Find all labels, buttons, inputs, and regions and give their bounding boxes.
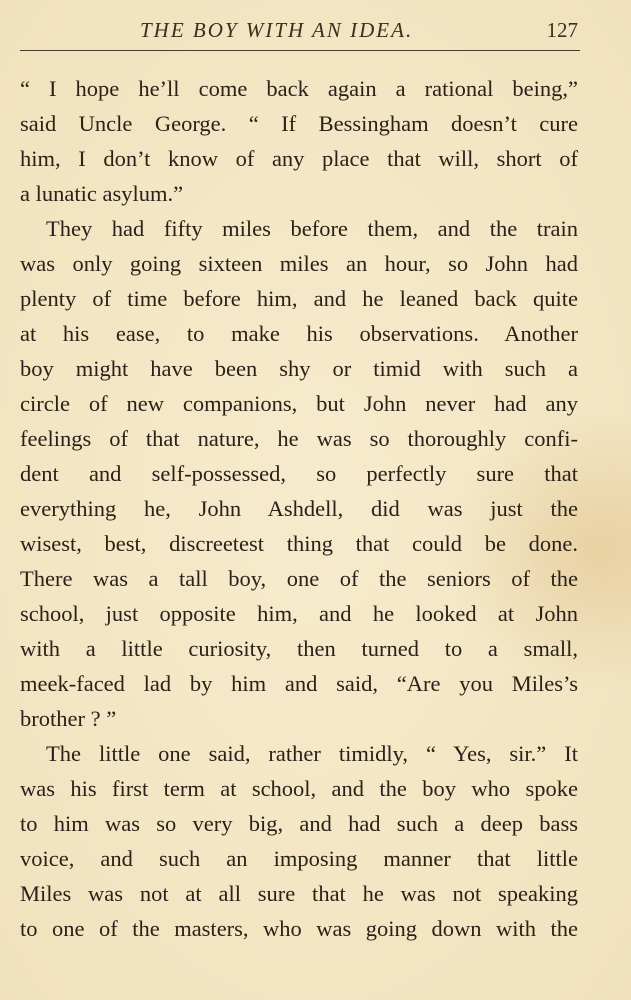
text-line: voice, and such an imposing manner that little: [20, 846, 578, 871]
text-line: him, I don’t know of any place that will, short of: [20, 146, 578, 171]
text-line: at his ease, to make his observations. Another: [20, 321, 578, 346]
text-line: They had fifty miles before them, and the train: [46, 216, 578, 241]
text-line: a lunatic asylum.”: [20, 181, 184, 206]
page-number: 127: [546, 18, 578, 42]
text-line: school, just opposite him, and he looked at John: [20, 601, 578, 626]
text-line: Miles was not at all sure that he was not speaking: [20, 881, 578, 906]
text-line: feelings of that nature, he was so thoroughly confi-: [20, 426, 578, 451]
text-line: boy might have been shy or timid with such a: [20, 356, 578, 381]
text-line: meek-faced lad by him and said, “Are you Miles’s: [20, 671, 578, 696]
running-head: [20, 16, 580, 46]
text-line: said Uncle George. “ If Bessingham doesn’t cure: [20, 111, 578, 136]
text-line: The little one said, rather timidly, “ Yes, sir.” It: [46, 741, 578, 766]
text-line: “ I hope he’ll come back again a rational being,”: [20, 76, 578, 101]
text-line: plenty of time before him, and he leaned back quite: [20, 286, 578, 311]
text-line: brother ? ”: [20, 706, 117, 731]
text-line: dent and self-possessed, so perfectly sure that: [20, 461, 578, 486]
text-line: with a little curiosity, then turned to a small,: [20, 636, 578, 661]
body-text: [20, 71, 578, 946]
text-line: was only going sixteen miles an hour, so John had: [20, 251, 578, 276]
text-line: everything he, John Ashdell, did was just the: [20, 496, 578, 521]
text-line: to one of the masters, who was going down with the: [20, 916, 578, 941]
text-line: circle of new companions, but John never had any: [20, 391, 578, 416]
running-title: THE BOY WITH AN IDEA.: [140, 18, 414, 42]
text-line: wisest, best, discreetest thing that could be done.: [20, 531, 578, 556]
header-rule: [20, 50, 580, 51]
text-line: was his first term at school, and the boy who spoke: [20, 776, 578, 801]
text-line: to him was so very big, and had such a deep bass: [20, 811, 578, 836]
text-line: There was a tall boy, one of the seniors of the: [20, 566, 578, 591]
